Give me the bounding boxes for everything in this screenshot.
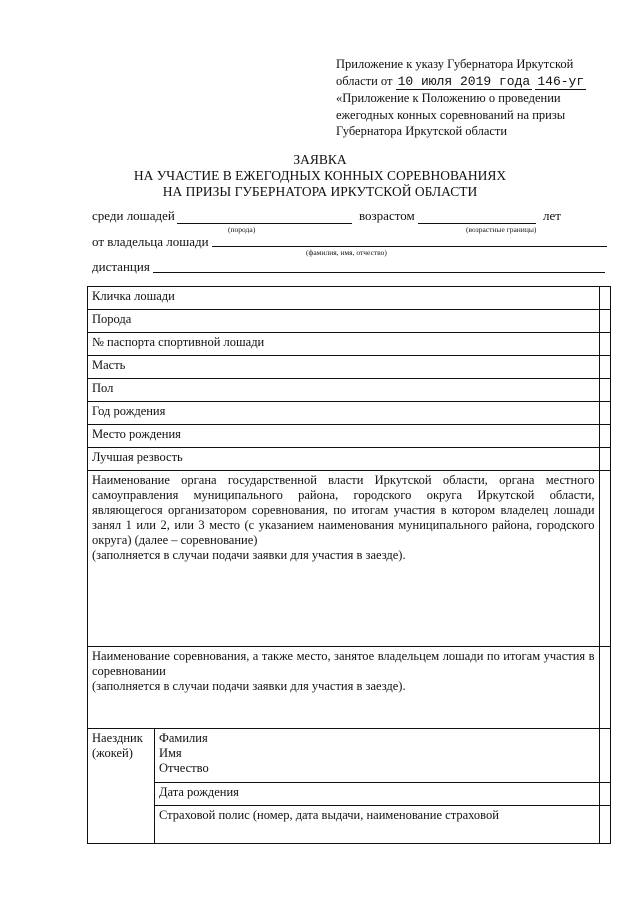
owner-label: от владельца лошади — [92, 234, 209, 249]
row-label-birth-year: Год рождения — [88, 402, 600, 425]
table-row — [88, 806, 611, 844]
table-row — [88, 402, 611, 425]
appendix-line-2 — [336, 73, 626, 91]
row-value-jockey-birthdate[interactable] — [599, 783, 610, 806]
title-line-3: НА ПРИЗЫ ГУБЕРНАТОРА ИРКУТСКОЙ ОБЛАСТИ — [162, 184, 478, 199]
row-value-birthplace[interactable] — [599, 425, 610, 448]
row-value-breed[interactable] — [599, 310, 610, 333]
organizer-note: (заполняется в случаи подачи заявки для участия в заезде). — [92, 548, 406, 562]
row-value-jockey-fio[interactable] — [599, 729, 610, 783]
row-value-passport[interactable] — [599, 333, 610, 356]
among-horses-label: среди лошадей — [92, 208, 175, 223]
jockey-birthdate-label: Дата рождения — [155, 783, 600, 806]
row-label-birthplace: Место рождения — [88, 425, 600, 448]
table-row — [88, 379, 611, 402]
jockey-surname-label: Фамилия — [159, 731, 208, 745]
document-title — [0, 152, 640, 200]
row-value-jockey-insurance[interactable] — [599, 806, 610, 844]
row-value-competition[interactable] — [599, 647, 610, 729]
appendix-block — [336, 56, 626, 140]
row-value-color[interactable] — [599, 356, 610, 379]
title-line-1: ЗАЯВКА — [293, 152, 347, 167]
row-label-passport: № паспорта спортивной лошади — [88, 333, 600, 356]
row-value-birth-year[interactable] — [599, 402, 610, 425]
row-label-color: Масть — [88, 356, 600, 379]
age-hint: (возрастные границы) — [466, 225, 537, 234]
table-row — [88, 729, 611, 783]
jockey-insurance-label: Страховой полис (номер, дата выдачи, наименование страховой — [155, 806, 600, 844]
competition-note: (заполняется в случаи подачи заявки для участия в заезде). — [92, 679, 406, 693]
row-label-best-speed: Лучшая резвость — [88, 448, 600, 471]
horse-info-table — [87, 286, 611, 844]
table-row — [88, 471, 611, 647]
title-line-2: НА УЧАСТИЕ В ЕЖЕГОДНЫХ КОННЫХ СОРЕВНОВАНИЯХ — [133, 168, 507, 183]
distance-label: дистанция — [92, 259, 150, 274]
appendix-date-prefix: области от — [336, 73, 393, 88]
row-label-competition — [88, 647, 600, 729]
row-value-sex[interactable] — [599, 379, 610, 402]
owner-field[interactable] — [212, 246, 607, 247]
row-label-sex: Пол — [88, 379, 600, 402]
jockey-patronymic-label: Отчество — [159, 761, 209, 775]
table-row — [88, 356, 611, 379]
breed-field[interactable] — [177, 223, 352, 224]
appendix-line-5: Губернатора Иркутской области — [336, 124, 508, 138]
row-label-organizer — [88, 471, 600, 647]
appendix-date: 10 июля 2019 года — [397, 73, 531, 89]
appendix-line-4: ежегодных конных соревнований на призы — [336, 107, 566, 122]
row-value-best-speed[interactable] — [599, 448, 610, 471]
table-row — [88, 783, 611, 806]
distance-field[interactable] — [153, 272, 605, 273]
table-row — [88, 287, 611, 310]
age-field[interactable] — [418, 223, 536, 224]
organizer-text: Наименование органа государственной власти Иркутской области, органа местного самоуправления муниципального района, городского округа Иркутской области, являющегося организатором соревнования, по итогам участия в котором владелец лошади занял 1 или 2, или 3 место (с указанием наименования муниципального района, городского округа) (далее – соревнование) — [92, 473, 595, 547]
table-row — [88, 310, 611, 333]
row-value-name[interactable] — [599, 287, 610, 310]
competition-text: Наименование соревнования, а также место, занятое владельцем лошади по итогам участия в соревновании — [92, 649, 595, 678]
table-row — [88, 448, 611, 471]
owner-hint: (фамилия, имя, отчество) — [306, 248, 387, 257]
jockey-label: Наездник (жокей) — [88, 729, 155, 844]
breed-hint: (порода) — [228, 225, 256, 234]
jockey-fio-labels — [155, 729, 600, 783]
years-label: лет — [543, 208, 561, 223]
table-row — [88, 425, 611, 448]
appendix-number: 146-уг — [537, 73, 585, 89]
jockey-name-label: Имя — [159, 746, 182, 760]
table-row — [88, 647, 611, 729]
row-label-breed: Порода — [88, 310, 600, 333]
row-label-name: Кличка лошади — [88, 287, 600, 310]
age-label: возрастом — [359, 208, 415, 223]
appendix-line-1: Приложение к указу Губернатора Иркутской — [336, 57, 574, 71]
row-value-organizer[interactable] — [599, 471, 610, 647]
table-row — [88, 333, 611, 356]
appendix-line-3: «Приложение к Положению о проведении — [336, 91, 561, 105]
